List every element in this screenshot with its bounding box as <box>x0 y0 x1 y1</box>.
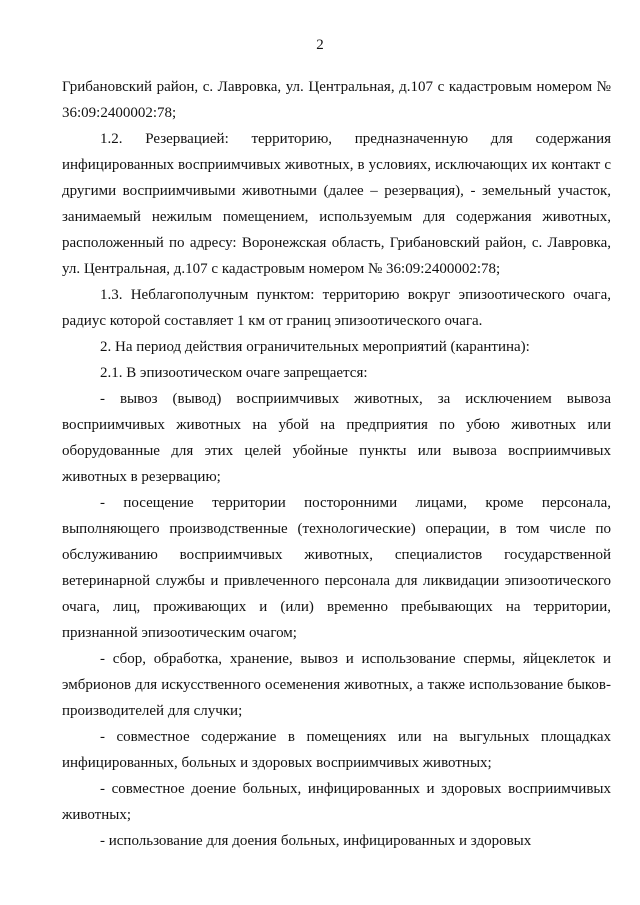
paragraph-2-quarantine-period: 2. На период действия ограничительных мероприятий (карантина): <box>100 339 530 355</box>
list-item-joint-milking: - совместное доение больных, инфицированных и здоровых восприимчивых животных; <box>62 781 611 823</box>
paragraph-1-3-unfavorable-point: 1.3. Неблагополучным пунктом: территорию вокруг эпизоотического очага, радиус которой составляет 1 км от границ эпизоотического очага. <box>62 287 611 329</box>
document-body <box>62 74 611 854</box>
list-item-export-animals: - вывоз (вывод) восприимчивых животных, за исключением вывоза восприимчивых животных на убой на предприятия по убою животных или оборудованные для этих целей убойные пункты или вывоза восприимчивых животных в резервацию; <box>62 391 611 485</box>
paragraph-address-continuation: Грибановский район, с. Лавровка, ул. Центральная, д.107 с кадастровым номером № 36:09:2400002:78; <box>62 79 611 121</box>
list-item-milking-equipment: - использование для доения больных, инфицированных и здоровых <box>100 833 532 849</box>
list-item-joint-keeping: - совместное содержание в помещениях или на выгульных площадках инфицированных, больных и здоровых восприимчивых животных; <box>62 729 611 771</box>
paragraph-1-2-reservation: 1.2. Резервацией: территорию, предназначенную для содержания инфицированных восприимчивых животных, в условиях, исключающих их контакт с другими восприимчивыми животными (далее – резервация), - земельный участок, занимаемый нежилым помещением, используемым для содержания животных, расположенный по адресу: Воронежская область, Грибановский район, с. Лавровка, ул. Центральная, д.107 с кадастровым номером № 36:09:2400002:78; <box>62 131 611 277</box>
page-number: 2 <box>316 37 324 53</box>
list-item-visiting-territory: - посещение территории посторонними лицами, кроме персонала, выполняющего производственные (технологические) операции, в том числе по обслуживанию восприимчивых животных, специалистов государственной ветеринарной службы и привлеченного персонала для ликвидации эпизоотического очага, лиц, проживающих и (или) временно пребывающих на территории, признанной эпизоотическим очагом; <box>62 495 611 641</box>
paragraph-2-1-prohibitions: 2.1. В эпизоотическом очаге запрещается: <box>100 365 368 381</box>
list-item-semen-collection: - сбор, обработка, хранение, вывоз и использование спермы, яйцеклеток и эмбрионов для искусственного осеменения животных, а также использование быков-производителей для случки; <box>62 651 611 719</box>
